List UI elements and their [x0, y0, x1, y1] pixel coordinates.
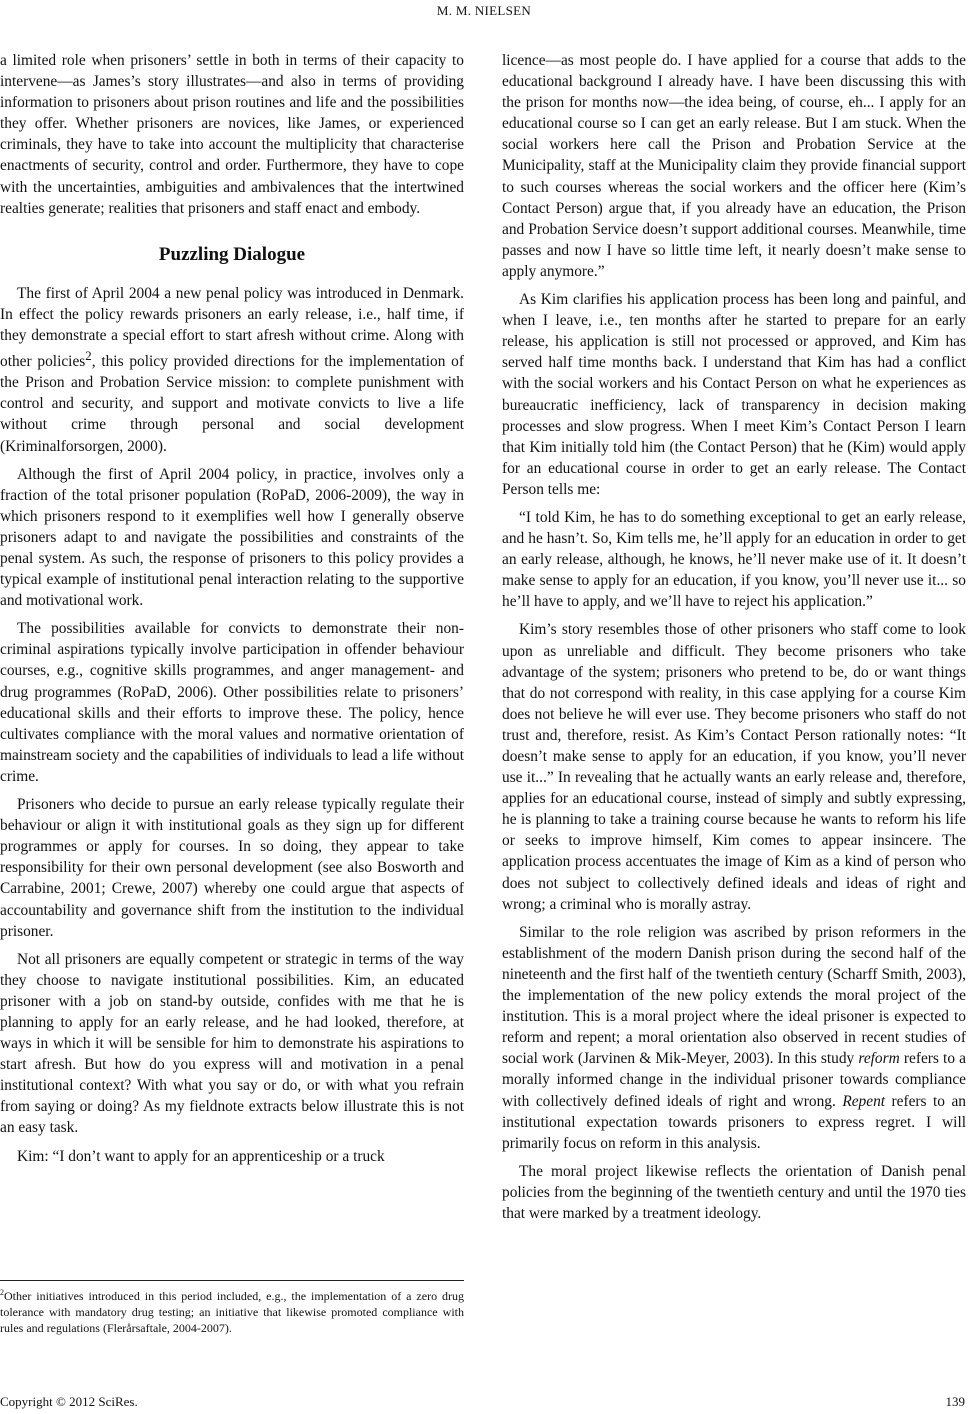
paragraph: The moral project likewise reflects the orientation of Danish penal policies from the beginning of the twentieth century and until the 1970 ties that were marked by a treatment ideology. [502, 1162, 966, 1222]
copyright-notice: Copyright © 2012 SciRes. [0, 1394, 138, 1409]
footnote-text: Other initiatives introduced in this period included, e.g., the implementation of a zero drug tolerance with mandatory drug testing; an initiative that likewise promoted compliance with rules and regulations (Flerårsaftale, 2004-2007). [0, 1289, 464, 1335]
right-column [502, 50, 966, 1224]
emphasis-term: reform [858, 1050, 900, 1068]
left-column [0, 50, 464, 1167]
paragraph: Kim: “I don’t want to apply for an apprenticeship or a truck [17, 1147, 385, 1165]
running-head: M. M. NIELSEN [436, 3, 532, 18]
section-heading: Puzzling Dialogue [158, 243, 306, 265]
footnote [0, 1285, 464, 1336]
footnote-number: 2 [0, 1288, 4, 1297]
page-number: 139 [945, 1394, 965, 1409]
paragraph-text: The first of April 2004 a new penal policy was introduced in Denmark. In effect the policy rewards prisoners an early release, i.e., half time, if they demonstrate a special effort to start afresh without crime. Along with other policies [0, 284, 464, 371]
paragraph [0, 283, 464, 457]
paragraph: “I told Kim, he has to do something exceptional to get an early release, and he hasn’t. So, Kim tells me, he’ll apply for an education in order to get an early release, although, he knows, he’ll never make use of it. It doesn’t make sense to apply for an education, if you know, you’ll never use it... so he’ll have to apply, and we’ll have to reject his application.” [502, 508, 966, 611]
paragraph-text: refers to an institutional expectation towards prisoners to express regret. I will primarily focus on reform in this analysis. [502, 1092, 967, 1152]
paragraph-text: , this policy provided directions for the implementation of the Prison and Probation Service mission: to complete punishment with control and security, and support and motivate convicts to live a life without crime through personal and social development (Kriminalforsorgen, 2000). [0, 353, 465, 455]
footnote-divider [0, 1280, 464, 1281]
paragraph: licence—as most people do. I have applied for a course that adds to the educational background I already have. I have been discussing this with the prison for months now—the idea being, of course, eh... I apply for an educational course so I can get an early release. But I am stuck. When the social workers here call the Prison and Probation Service at the Municipality, staff at the Municipality claim they provide financial support to such courses whereas the social workers and the officer here (Kim’s Contact Person) argue that, if you already have an education, the Prison and Probation Service doesn’t support additional courses. Meanwhile, time passes and now I have so little time left, it nearly doesn’t make sense to apply anymore.” [502, 52, 966, 280]
footnote-ref[interactable]: 2 [85, 349, 92, 364]
paragraph-text: Similar to the role religion was ascribed by prison reformers in the establishment of the modern Danish prison during the second half of the nineteenth and the first half of the twentieth century (Scharff Smith, 2003), the implementation of the new policy extends the moral project of the institution. This is a moral project where the ideal prisoner is expected to reform and repent; a moral orientation also observed in recent studies of social work (Jarvinen & Mik-Meyer, 2003). In this study [502, 923, 966, 1068]
paragraph: a limited role when prisoners’ settle in both in terms of their capacity to intervene—as James’s story illustrates—and also in terms of providing information to prisoners about prison routines and life and the possibilities they offer. Whether prisoners are novices, like James, or experienced criminals, they have to take into account the multiplicity that characterise enactments of security, control and order. Furthermore, they have to cope with the uncertainties, ambiguities and ambivalences that the intertwined realties generate; realities that prisoners and staff enact and embody. [0, 52, 464, 217]
paragraph [502, 922, 966, 1154]
paragraph-text: refers to a morally informed change in the individual prisoner towards compliance with collectively defined ideals of right and wrong. [502, 1050, 966, 1110]
paragraph: Not all prisoners are equally competent or strategic in terms of the way they choose to navigate institutional possibilities. Kim, an educated prisoner with a job on stand-by outside, confides with me that he is planning to apply for an early release, and he had looked, therefore, at ways in which it will be sensible for him to demonstrate his aspirations to start afresh. But how do you express will and motivation in a penal institutional context? With what you say or do, or with what you refrain from saying or doing? As my fieldnote extracts below illustrate this is not an easy task. [0, 950, 464, 1137]
paragraph: Prisoners who decide to pursue an early release typically regulate their behaviour or align it with institutional goals as they sign up for different programmes or apply for courses. In so doing, they appear to take responsibility for their own personal development (see also Bosworth and Carrabine, 2001; Crewe, 2007) whereby one could argue that aspects of accountability and governance shift from the institution to the individual prisoner. [0, 796, 464, 940]
paragraph: The possibilities available for convicts to demonstrate their non-criminal aspirations typically involve participation in offender behaviour courses, e.g., cognitive skills programmes, and anger management- and drug programmes (RoPaD, 2006). Other possibilities relate to prisoners’ educational skills and their efforts to improve these. The policy, hence cultivates compliance with the moral values and normative orientation of mainstream society and the capabilities of individuals to lead a life without crime. [0, 620, 464, 785]
paragraph: Although the first of April 2004 policy, in practice, involves only a fraction of the total prisoner population (RoPaD, 2006-2009), the way in which prisoners respond to it exemplifies well how I generally observe prisoners adapt to and navigate the possibilities and constraints of the penal system. As such, the response of prisoners to this policy provides a typical example of institutional penal interaction relating to the supportive and motivational work. [0, 465, 464, 610]
emphasis-term: Repent [842, 1092, 886, 1110]
paragraph: As Kim clarifies his application process has been long and painful, and when I leave, i.e., ten months after he started to prepare for an early release, his application is still not processed or approved, and Kim has served half time months back. I understand that Kim has had a conflict with the social workers and his Contact Person on what he experiences as bureaucratic inefficiency, lack of transparency in decision making processes and slow progress. When I meet Kim’s Contact Person I learn that Kim initially told him (the Contact Person) that he (Kim) would apply for an educational course in order to get an early release. The Contact Person tells me: [502, 291, 966, 498]
paragraph: Kim’s story resembles those of other prisoners who staff come to look upon as unreliable and difficult. They become prisoners who take advantage of the system; prisoners who pretend to be, do or want things that do not correspond with reality, in this case applying for a course Kim does not believe he will ever use. They become prisoners who staff do not trust and, therefore, resist. As Kim’s Contact Person rationally notes: “It doesn’t make sense to apply for an education, if you know, you’ll never use it...” In revealing that he actually wants an early release and, therefore, applies for an educational course, instead of simply and subtly expressing, he is planning to take a training course because he wants to reform his life or seeks to improve himself, Kim comes to appear insincere. The application process accentuates the image of Kim as a kind of person who does not subject to collectively defined ideals and ideas of right and wrong; a criminal who is morally astray. [502, 621, 966, 913]
